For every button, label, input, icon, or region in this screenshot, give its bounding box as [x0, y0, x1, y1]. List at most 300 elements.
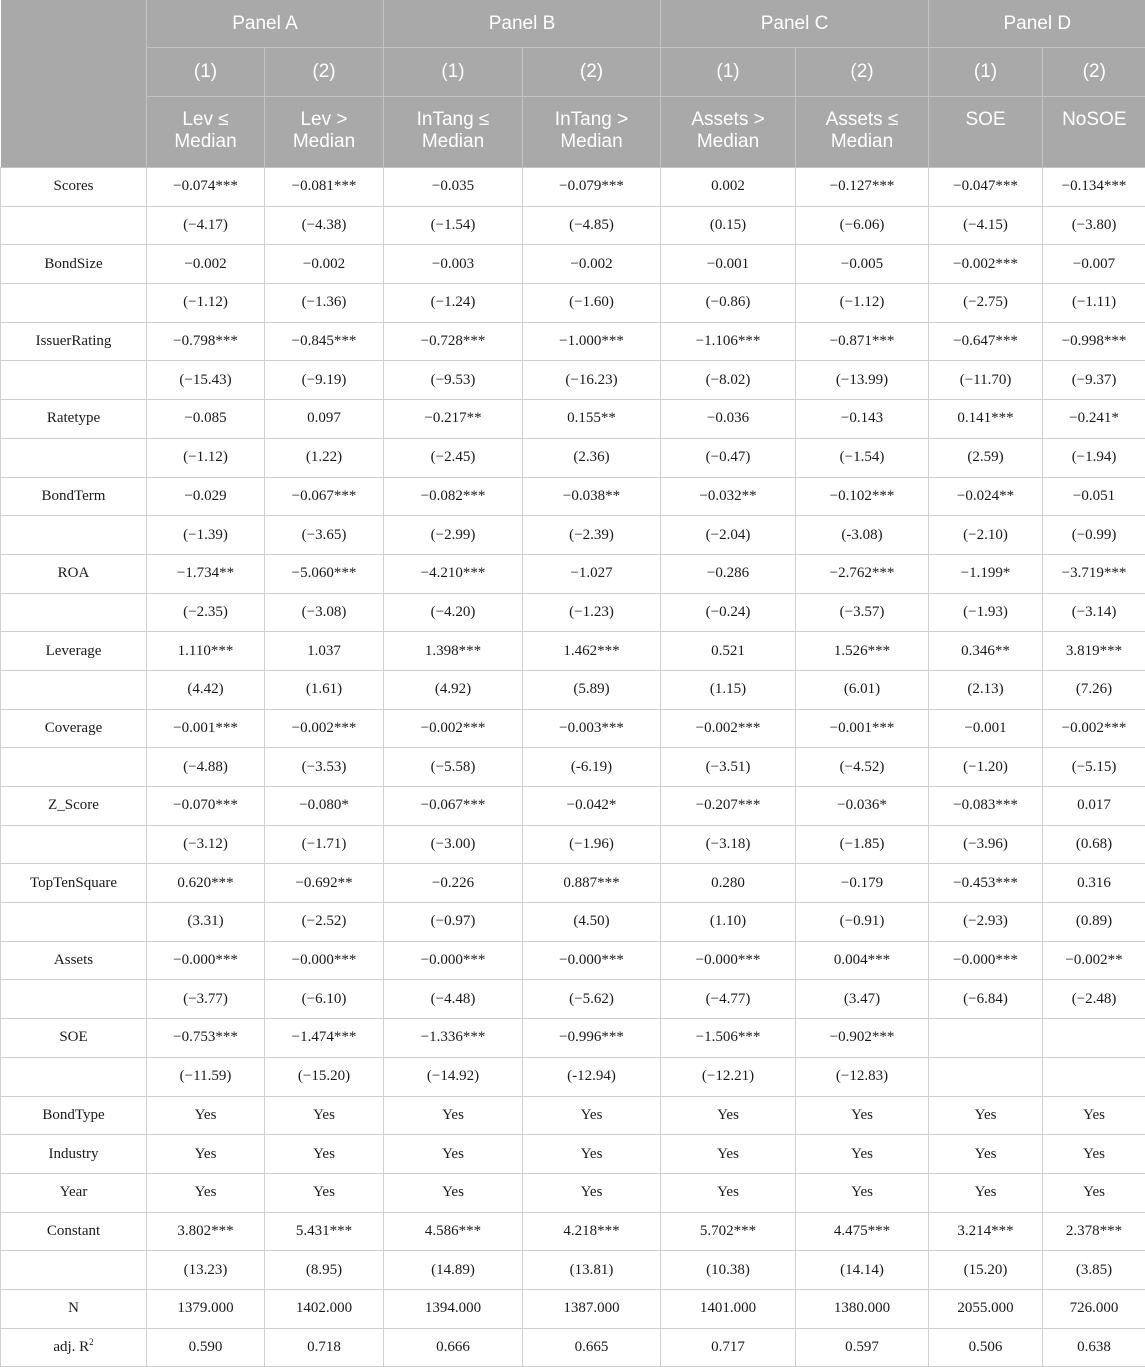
row-label	[1, 438, 147, 477]
table-cell: −0.035	[384, 168, 523, 207]
table-cell: −0.002***	[661, 709, 796, 748]
table-cell: (−4.38)	[265, 206, 384, 245]
table-cell: −0.002	[523, 245, 661, 284]
table-cell: −0.996***	[523, 1019, 661, 1058]
table-cell: (3.31)	[147, 903, 265, 942]
table-cell: Yes	[796, 1096, 929, 1135]
row-label	[1, 980, 147, 1019]
table-cell: 0.717	[661, 1328, 796, 1367]
table-cell: (3.85)	[1043, 1251, 1145, 1290]
table-cell: −1.734**	[147, 554, 265, 593]
table-cell: (-3.08)	[796, 516, 929, 555]
table-cell: 1402.000	[265, 1289, 384, 1328]
table-cell: −0.001	[929, 709, 1043, 748]
column-number: (2)	[523, 48, 661, 97]
table-cell: 1379.000	[147, 1289, 265, 1328]
table-cell: 0.590	[147, 1328, 265, 1367]
column-number: (2)	[1043, 48, 1145, 97]
table-cell	[1043, 1019, 1145, 1058]
row-label: Leverage	[1, 632, 147, 671]
table-cell: (14.14)	[796, 1251, 929, 1290]
tstat-row	[1, 748, 1145, 787]
table-cell: (4.50)	[523, 903, 661, 942]
table-cell: (−3.00)	[384, 825, 523, 864]
table-cell: −0.798***	[147, 322, 265, 361]
table-cell: 5.702***	[661, 1212, 796, 1251]
table-cell: 4.586***	[384, 1212, 523, 1251]
table-cell: (1.10)	[661, 903, 796, 942]
table-cell: (−3.96)	[929, 825, 1043, 864]
table-cell: 0.004***	[796, 941, 929, 980]
table-cell: −0.102***	[796, 477, 929, 516]
control-row	[1, 1135, 1145, 1174]
row-label	[1, 516, 147, 555]
table-cell: (−5.15)	[1043, 748, 1145, 787]
coefficient-row	[1, 787, 1145, 826]
table-cell: −0.902***	[796, 1019, 929, 1058]
table-cell: (−12.83)	[796, 1057, 929, 1096]
table-cell: −0.001	[661, 245, 796, 284]
header-corner	[1, 97, 147, 168]
tstat-row	[1, 361, 1145, 400]
table-cell: Yes	[265, 1173, 384, 1212]
table-cell: (3.47)	[796, 980, 929, 1019]
table-cell: 4.475***	[796, 1212, 929, 1251]
table-cell: (1.22)	[265, 438, 384, 477]
table-cell: (−6.84)	[929, 980, 1043, 1019]
table-cell: (−2.45)	[384, 438, 523, 477]
column-label: Lev ≤ Median	[147, 97, 265, 168]
table-cell: 3.214***	[929, 1212, 1043, 1251]
table-cell: (−4.52)	[796, 748, 929, 787]
table-cell: −0.002	[265, 245, 384, 284]
table-cell: 0.620***	[147, 864, 265, 903]
table-cell: 0.597	[796, 1328, 929, 1367]
table-cell: 1.526***	[796, 632, 929, 671]
table-cell: −0.000***	[147, 941, 265, 980]
column-label: NoSOE	[1043, 97, 1145, 168]
table-cell: (−1.20)	[929, 748, 1043, 787]
table-cell: −1.474***	[265, 1019, 384, 1058]
table-cell: (−0.24)	[661, 593, 796, 632]
table-cell: (−1.96)	[523, 825, 661, 864]
coefficient-row	[1, 709, 1145, 748]
table-cell: −0.005	[796, 245, 929, 284]
table-cell: (−13.99)	[796, 361, 929, 400]
row-label	[1, 825, 147, 864]
table-cell: −0.134***	[1043, 168, 1145, 207]
column-label: Assets > Median	[661, 97, 796, 168]
table-cell: Yes	[523, 1173, 661, 1212]
row-label	[1, 670, 147, 709]
tstat-row	[1, 903, 1145, 942]
table-cell: (1.15)	[661, 670, 796, 709]
table-cell: −0.998***	[1043, 322, 1145, 361]
tstat-row	[1, 284, 1145, 323]
table-cell: (−2.10)	[929, 516, 1043, 555]
table-cell: (8.95)	[265, 1251, 384, 1290]
table-cell: −0.036	[661, 400, 796, 439]
table-cell: Yes	[661, 1135, 796, 1174]
table-cell: Yes	[147, 1135, 265, 1174]
row-label: adj. $R^2$	[1, 1328, 147, 1367]
table-cell: (−1.11)	[1043, 284, 1145, 323]
table-cell: (−1.60)	[523, 284, 661, 323]
table-cell: (−0.91)	[796, 903, 929, 942]
table-cell: (−2.99)	[384, 516, 523, 555]
table-cell: −0.000***	[523, 941, 661, 980]
table-cell: 0.141***	[929, 400, 1043, 439]
column-label: SOE	[929, 97, 1043, 168]
row-label	[1, 1057, 147, 1096]
table-cell: Yes	[1043, 1135, 1145, 1174]
table-cell: −0.453***	[929, 864, 1043, 903]
table-cell: (−2.48)	[1043, 980, 1145, 1019]
table-cell: 1.462***	[523, 632, 661, 671]
table-cell: 0.665	[523, 1328, 661, 1367]
table-cell: −0.051	[1043, 477, 1145, 516]
row-label: Assets	[1, 941, 147, 980]
table-cell: (−3.53)	[265, 748, 384, 787]
table-cell: (−5.62)	[523, 980, 661, 1019]
table-header	[1, 0, 1145, 168]
table-cell: −0.871***	[796, 322, 929, 361]
header-corner	[1, 0, 147, 48]
row-label	[1, 361, 147, 400]
table-cell: −0.003***	[523, 709, 661, 748]
coefficient-row	[1, 168, 1145, 207]
table-cell: −0.226	[384, 864, 523, 903]
table-cell: (−3.12)	[147, 825, 265, 864]
table-cell: 0.887***	[523, 864, 661, 903]
column-number: (1)	[929, 48, 1043, 97]
table-cell: 0.097	[265, 400, 384, 439]
table-cell: −0.647***	[929, 322, 1043, 361]
control-row	[1, 1096, 1145, 1135]
table-cell: −0.067***	[384, 787, 523, 826]
coefficient-row	[1, 554, 1145, 593]
tstat-row	[1, 825, 1145, 864]
table-cell: (−2.04)	[661, 516, 796, 555]
table-cell: 4.218***	[523, 1212, 661, 1251]
table-cell: −0.001***	[147, 709, 265, 748]
table-cell: 1401.000	[661, 1289, 796, 1328]
row-label	[1, 748, 147, 787]
column-label: InTang ≤ Median	[384, 97, 523, 168]
row-label	[1, 593, 147, 632]
table-cell: 1380.000	[796, 1289, 929, 1328]
table-cell: −0.002***	[265, 709, 384, 748]
column-label: Assets ≤ Median	[796, 97, 929, 168]
table-cell: 1.037	[265, 632, 384, 671]
table-cell: −0.080*	[265, 787, 384, 826]
table-cell: −0.038**	[523, 477, 661, 516]
row-label: Coverage	[1, 709, 147, 748]
table-cell: (−2.39)	[523, 516, 661, 555]
table-cell: 0.316	[1043, 864, 1145, 903]
table-cell: 0.155**	[523, 400, 661, 439]
control-row	[1, 1173, 1145, 1212]
table-cell: (−3.08)	[265, 593, 384, 632]
table-cell: (−3.65)	[265, 516, 384, 555]
table-cell: (−4.15)	[929, 206, 1043, 245]
table-cell: (4.42)	[147, 670, 265, 709]
panel-c-header: Panel C	[661, 0, 929, 48]
table-cell: −0.002***	[929, 245, 1043, 284]
table-cell: −0.217**	[384, 400, 523, 439]
table-cell: 1394.000	[384, 1289, 523, 1328]
table-cell: (2.13)	[929, 670, 1043, 709]
table-cell: 1.110***	[147, 632, 265, 671]
table-cell: (−0.47)	[661, 438, 796, 477]
table-cell: 0.002	[661, 168, 796, 207]
table-cell: Yes	[384, 1135, 523, 1174]
table-cell: (−1.39)	[147, 516, 265, 555]
table-cell: −0.029	[147, 477, 265, 516]
coefficient-row	[1, 1019, 1145, 1058]
panel-d-header: Panel D	[929, 0, 1145, 48]
table-cell	[1043, 1057, 1145, 1096]
row-label: Year	[1, 1173, 147, 1212]
table-cell: (13.81)	[523, 1251, 661, 1290]
tstat-row	[1, 206, 1145, 245]
table-cell: (7.26)	[1043, 670, 1145, 709]
table-cell: −4.210***	[384, 554, 523, 593]
table-cell	[929, 1057, 1043, 1096]
table-cell: (−1.24)	[384, 284, 523, 323]
coefficient-row	[1, 632, 1145, 671]
table-cell: Yes	[384, 1096, 523, 1135]
table-cell: (-12.94)	[523, 1057, 661, 1096]
table-cell: Yes	[147, 1173, 265, 1212]
row-label: IssuerRating	[1, 322, 147, 361]
table-cell: (−11.70)	[929, 361, 1043, 400]
table-cell: −0.067***	[265, 477, 384, 516]
table-cell: 0.346**	[929, 632, 1043, 671]
table-cell: Yes	[523, 1096, 661, 1135]
row-label	[1, 903, 147, 942]
table-cell: −0.728***	[384, 322, 523, 361]
row-label: BondType	[1, 1096, 147, 1135]
row-label: Constant	[1, 1212, 147, 1251]
table-cell: (−0.99)	[1043, 516, 1145, 555]
table-cell: Yes	[929, 1096, 1043, 1135]
table-cell: −0.003	[384, 245, 523, 284]
tstat-row	[1, 516, 1145, 555]
table-cell: (−6.06)	[796, 206, 929, 245]
table-cell: (−3.18)	[661, 825, 796, 864]
table-cell: 726.000	[1043, 1289, 1145, 1328]
table-cell: (−14.92)	[384, 1057, 523, 1096]
table-cell: (13.23)	[147, 1251, 265, 1290]
table-cell: Yes	[1043, 1096, 1145, 1135]
table-cell: (0.68)	[1043, 825, 1145, 864]
table-cell: −0.000***	[384, 941, 523, 980]
table-cell: −0.692**	[265, 864, 384, 903]
table-cell: −0.179	[796, 864, 929, 903]
table-cell: (4.92)	[384, 670, 523, 709]
table-cell: −0.036*	[796, 787, 929, 826]
table-cell: (−5.58)	[384, 748, 523, 787]
table-cell: −0.753***	[147, 1019, 265, 1058]
coefficient-row	[1, 400, 1145, 439]
table-cell: −0.845***	[265, 322, 384, 361]
row-label: BondSize	[1, 245, 147, 284]
table-cell: (−15.20)	[265, 1057, 384, 1096]
table-cell: 1.398***	[384, 632, 523, 671]
table-cell: (−4.17)	[147, 206, 265, 245]
table-cell: −1.106***	[661, 322, 796, 361]
row-label: ROA	[1, 554, 147, 593]
table-cell: (−2.52)	[265, 903, 384, 942]
tstat-row	[1, 1057, 1145, 1096]
table-cell: Yes	[661, 1173, 796, 1212]
table-cell: −0.001***	[796, 709, 929, 748]
table-cell: −1.506***	[661, 1019, 796, 1058]
table-cell: −0.083***	[929, 787, 1043, 826]
table-cell: (−4.48)	[384, 980, 523, 1019]
table-cell: (1.61)	[265, 670, 384, 709]
table-cell: Yes	[661, 1096, 796, 1135]
table-cell: 0.718	[265, 1328, 384, 1367]
panel-a-header: Panel A	[147, 0, 384, 48]
table-cell: −5.060***	[265, 554, 384, 593]
table-cell: (−3.51)	[661, 748, 796, 787]
table-cell: (−1.12)	[796, 284, 929, 323]
table-cell: (−1.94)	[1043, 438, 1145, 477]
table-cell: 0.521	[661, 632, 796, 671]
table-cell: −0.127***	[796, 168, 929, 207]
row-label: SOE	[1, 1019, 147, 1058]
table-cell: 3.819***	[1043, 632, 1145, 671]
table-cell: (−0.86)	[661, 284, 796, 323]
table-cell: (−2.35)	[147, 593, 265, 632]
table-cell: −0.032**	[661, 477, 796, 516]
table-cell: (−1.93)	[929, 593, 1043, 632]
table-cell: (−4.77)	[661, 980, 796, 1019]
column-number: (1)	[384, 48, 523, 97]
table-cell: −1.199*	[929, 554, 1043, 593]
row-label: TopTenSquare	[1, 864, 147, 903]
table-cell: −0.079***	[523, 168, 661, 207]
table-cell: (−3.80)	[1043, 206, 1145, 245]
table-cell: −0.000***	[929, 941, 1043, 980]
table-cell: (−9.37)	[1043, 361, 1145, 400]
table-cell: (6.01)	[796, 670, 929, 709]
n-row	[1, 1289, 1145, 1328]
table-cell: 5.431***	[265, 1212, 384, 1251]
table-cell: (−3.57)	[796, 593, 929, 632]
table-cell: −0.074***	[147, 168, 265, 207]
table-cell: −0.042*	[523, 787, 661, 826]
table-cell: (−4.88)	[147, 748, 265, 787]
table-cell: 0.666	[384, 1328, 523, 1367]
column-number: (2)	[265, 48, 384, 97]
table-cell: (10.38)	[661, 1251, 796, 1290]
row-label: BondTerm	[1, 477, 147, 516]
tstat-row	[1, 438, 1145, 477]
table-cell: 1387.000	[523, 1289, 661, 1328]
table-cell: −0.047***	[929, 168, 1043, 207]
table-cell: 0.638	[1043, 1328, 1145, 1367]
row-label	[1, 206, 147, 245]
table-cell: (−3.14)	[1043, 593, 1145, 632]
table-cell: 3.802***	[147, 1212, 265, 1251]
table-cell: Yes	[265, 1135, 384, 1174]
table-cell: (−6.10)	[265, 980, 384, 1019]
column-number: (1)	[661, 48, 796, 97]
table-cell	[929, 1019, 1043, 1058]
table-cell: −0.070***	[147, 787, 265, 826]
table-cell: (14.89)	[384, 1251, 523, 1290]
table-cell: −2.762***	[796, 554, 929, 593]
table-cell: −0.007	[1043, 245, 1145, 284]
constant-row	[1, 1212, 1145, 1251]
table-cell: (−1.71)	[265, 825, 384, 864]
coefficient-row	[1, 322, 1145, 361]
table-cell: −0.002***	[1043, 709, 1145, 748]
table-cell: Yes	[384, 1173, 523, 1212]
row-label: Ratetype	[1, 400, 147, 439]
table-cell: (−4.20)	[384, 593, 523, 632]
table-cell: −0.082***	[384, 477, 523, 516]
table-cell: (−1.85)	[796, 825, 929, 864]
table-cell: Yes	[796, 1173, 929, 1212]
table-cell: Yes	[523, 1135, 661, 1174]
table-cell: (15.20)	[929, 1251, 1043, 1290]
table-cell: −0.024**	[929, 477, 1043, 516]
table-cell: −1.336***	[384, 1019, 523, 1058]
table-cell: (−15.43)	[147, 361, 265, 400]
table-cell: −0.002**	[1043, 941, 1145, 980]
coefficient-row	[1, 245, 1145, 284]
table-cell: (−1.12)	[147, 284, 265, 323]
table-cell: (−12.21)	[661, 1057, 796, 1096]
table-cell: (−4.85)	[523, 206, 661, 245]
coefficient-row	[1, 477, 1145, 516]
table-cell: (−0.97)	[384, 903, 523, 942]
row-label	[1, 284, 147, 323]
table-cell: −0.143	[796, 400, 929, 439]
table-cell: −0.000***	[661, 941, 796, 980]
table-cell: (2.36)	[523, 438, 661, 477]
table-cell: 2.378***	[1043, 1212, 1145, 1251]
tstat-row	[1, 670, 1145, 709]
table-cell: (−16.23)	[523, 361, 661, 400]
column-label: Lev > Median	[265, 97, 384, 168]
table-cell: −1.027	[523, 554, 661, 593]
row-label: N	[1, 1289, 147, 1328]
table-cell: Yes	[929, 1173, 1043, 1212]
table-cell: (−3.77)	[147, 980, 265, 1019]
table-cell: (−2.93)	[929, 903, 1043, 942]
r2-row	[1, 1328, 1145, 1367]
table-cell: −0.286	[661, 554, 796, 593]
table-cell: Yes	[929, 1135, 1043, 1174]
panel-b-header: Panel B	[384, 0, 661, 48]
table-cell: (−1.54)	[384, 206, 523, 245]
column-number: (1)	[147, 48, 265, 97]
column-label: InTang > Median	[523, 97, 661, 168]
table-cell: (−1.54)	[796, 438, 929, 477]
table-cell: −0.241*	[1043, 400, 1145, 439]
table-cell: −0.002***	[384, 709, 523, 748]
table-cell: (5.89)	[523, 670, 661, 709]
tstat-row	[1, 593, 1145, 632]
table-cell: −0.002	[147, 245, 265, 284]
table-cell: Yes	[265, 1096, 384, 1135]
table-cell: 0.506	[929, 1328, 1043, 1367]
